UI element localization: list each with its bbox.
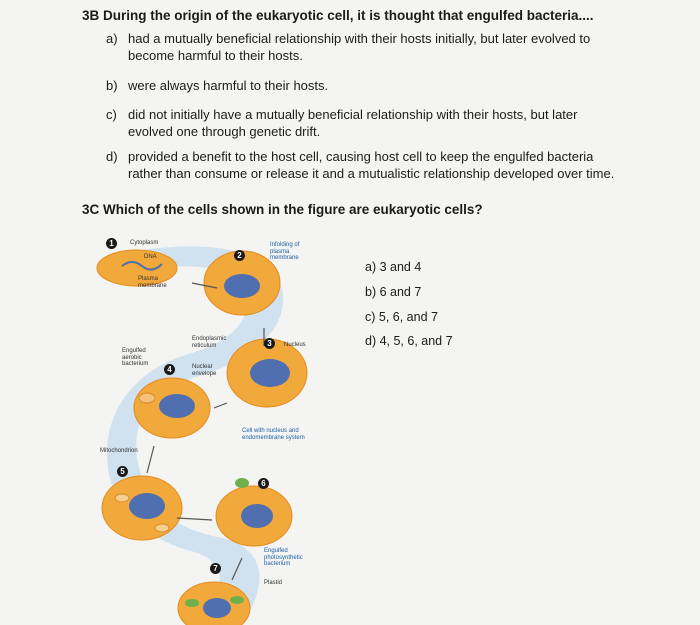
label-engulfed-photosynthetic: Engulfed photosynthetic bacterium bbox=[264, 548, 303, 567]
step-number-7: 7 bbox=[210, 563, 221, 574]
option-3b-a bbox=[106, 30, 626, 66]
option-text: provided a benefit to the host cell, causing host cell to keep the engulfed bacteria rather than consume or release it and a mutualistic relationship developed over time. bbox=[128, 149, 615, 181]
answer-3c-d: d) 4, 5, 6, and 7 bbox=[365, 334, 453, 348]
label-nucleus: Nucleus bbox=[284, 342, 306, 348]
option-letter: b) bbox=[106, 78, 118, 93]
label-plastid: Plastid bbox=[264, 580, 283, 586]
option-3b-b bbox=[106, 77, 626, 95]
answer-3c-a: a) 3 and 4 bbox=[365, 260, 422, 274]
step-number-3: 3 bbox=[264, 338, 275, 349]
step-number-6: 6 bbox=[258, 478, 269, 489]
label-cytoplasm: Cytoplasm bbox=[130, 240, 159, 246]
step-number-1: 1 bbox=[106, 238, 117, 249]
label-infolding: Infolding of plasma membrane bbox=[270, 242, 300, 261]
option-text: were always harmful to their hosts. bbox=[128, 78, 329, 93]
question-3c-title: 3C Which of the cells shown in the figure are eukaryotic cells? bbox=[82, 202, 483, 217]
label-cell-with-nucleus: Cell with nucleus and endomembrane system bbox=[242, 428, 305, 441]
label-nuclear-envelope: Nuclear envelope bbox=[192, 364, 217, 377]
option-3b-c bbox=[106, 106, 626, 142]
option-3b-d bbox=[106, 148, 646, 184]
step-number-2: 2 bbox=[234, 250, 245, 261]
step-number-4: 4 bbox=[164, 364, 175, 375]
label-mitochondrion: Mitochondrion bbox=[100, 448, 138, 454]
option-letter: d) bbox=[106, 149, 118, 164]
answer-3c-c: c) 5, 6, and 7 bbox=[365, 310, 438, 324]
endosymbiosis-figure bbox=[92, 228, 342, 625]
label-plasma-membrane: Plasma membrane bbox=[138, 276, 167, 289]
option-text: did not initially have a mutually beneficial relationship with their hosts, but later evolved one through genetic drift. bbox=[128, 107, 578, 139]
step-number-5: 5 bbox=[117, 466, 128, 477]
label-dna: DNA bbox=[144, 254, 157, 260]
option-letter: a) bbox=[106, 31, 118, 46]
answer-3c-b: b) 6 and 7 bbox=[365, 285, 422, 299]
option-letter: c) bbox=[106, 107, 117, 122]
option-text: had a mutually beneficial relationship with their hosts initially, but later evolved to become harmful to their hosts. bbox=[128, 31, 591, 63]
label-endoplasmic-reticulum: Endoplasmic reticulum bbox=[192, 336, 227, 349]
question-3b-title: 3B During the origin of the eukaryotic cell, it is thought that engulfed bacteria.... bbox=[82, 8, 594, 23]
label-engulfed-aerobic: Engulfed aerobic bacterium bbox=[122, 348, 149, 367]
